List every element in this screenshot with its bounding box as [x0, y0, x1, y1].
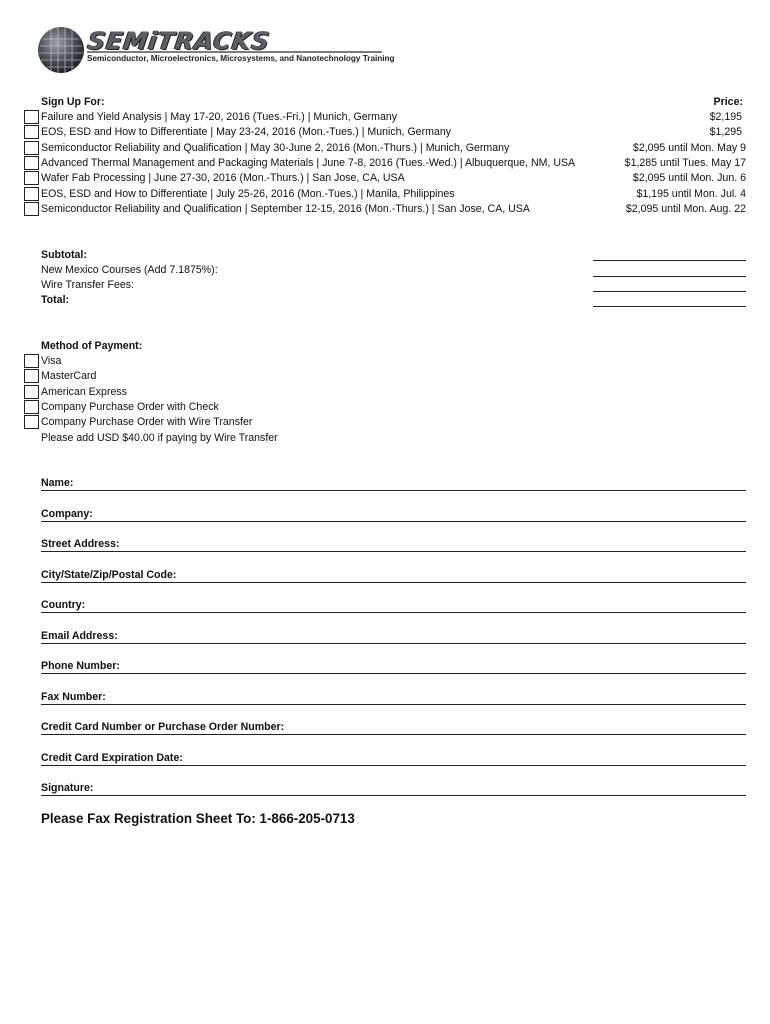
payment-option-mastercard[interactable]: [24, 369, 424, 384]
course-row[interactable]: [24, 125, 746, 140]
course-label: EOS, ESD and How to Differentiate | May 23-24, 2016 (Mon.-Tues.) | Munich, Germany: [41, 126, 452, 139]
street-address-field[interactable]: [41, 537, 746, 553]
course-price: $1,285 until Tues. May 17: [624, 156, 746, 169]
payment-checkbox[interactable]: [24, 415, 39, 429]
email-label: Email Address:: [41, 629, 118, 642]
payment-option-label: MasterCard: [41, 370, 97, 383]
course-label: EOS, ESD and How to Differentiate | July 25-26, 2016 (Mon.-Tues.) | Manila, Philippines: [41, 187, 455, 200]
course-checkbox[interactable]: [24, 171, 39, 185]
course-price: $2,195: [709, 111, 742, 123]
course-row[interactable]: [24, 187, 746, 202]
nm-tax-input-line[interactable]: [593, 276, 746, 277]
card-expiration-input-line[interactable]: [41, 765, 746, 766]
card-number-label: Credit Card Number or Purchase Order Number:: [41, 721, 285, 733]
payment-option-label: Company Purchase Order with Wire Transfer: [41, 416, 253, 429]
card-expiration-label: Credit Card Expiration Date:: [41, 751, 183, 764]
street-address-label: Street Address:: [41, 538, 120, 550]
payment-checkbox[interactable]: [24, 400, 39, 414]
country-label: Country:: [41, 599, 86, 611]
city-state-zip-field[interactable]: [41, 568, 746, 584]
payment-option-amex[interactable]: [24, 385, 424, 400]
payment-heading: Method of Payment:: [41, 340, 143, 352]
course-price: $1,295: [709, 126, 742, 139]
logo-wordmark: SEMiTRACKS: [86, 27, 272, 55]
email-field[interactable]: [41, 629, 746, 645]
country-field[interactable]: [41, 598, 746, 614]
fax-number-label: Fax Number:: [41, 690, 106, 703]
signature-label: Signature:: [41, 782, 94, 794]
course-row[interactable]: [24, 171, 746, 186]
course-checkbox[interactable]: [24, 156, 39, 170]
wire-fees-input-line[interactable]: [593, 291, 746, 292]
phone-label: Phone Number:: [41, 660, 120, 672]
card-expiration-field[interactable]: [41, 751, 746, 767]
nm-tax-label: New Mexico Courses (Add 7.1875%):: [41, 264, 218, 276]
payment-option-label: Company Purchase Order with Check: [41, 400, 219, 413]
subtotal-input-line[interactable]: [593, 260, 746, 261]
course-label: Wafer Fab Processing | June 27-30, 2016 (Mon.-Thurs.) | San Jose, CA, USA: [41, 172, 405, 185]
subtotal-label: Subtotal:: [41, 249, 87, 261]
course-label: Semiconductor Reliability and Qualification | September 12-15, 2016 (Mon.-Thurs.) | San Jose, CA, USA: [41, 202, 530, 215]
payment-option-po-check[interactable]: [24, 400, 424, 415]
fax-number-input-line[interactable]: [41, 704, 746, 705]
city-state-zip-label: City/State/Zip/Postal Code:: [41, 568, 177, 581]
name-input-line[interactable]: [41, 490, 746, 491]
email-input-line[interactable]: [41, 643, 746, 644]
payment-option-po-wire[interactable]: [24, 415, 424, 430]
course-row[interactable]: [24, 156, 746, 171]
course-price: $2,095 until Mon. Aug. 22: [625, 202, 746, 215]
payment-checkbox[interactable]: [24, 369, 39, 383]
course-checkbox[interactable]: [24, 141, 39, 155]
country-input-line[interactable]: [41, 612, 746, 613]
fax-instruction: Please Fax Registration Sheet To: 1-866-205-0713: [41, 811, 355, 826]
name-field[interactable]: [41, 476, 746, 492]
wire-transfer-note: Please add USD $40.00 if paying by Wire Transfer: [41, 431, 278, 444]
price-heading: Price:: [713, 96, 743, 108]
total-input-line[interactable]: [593, 306, 746, 307]
total-label: Total:: [41, 294, 70, 306]
logo-tagline: Semiconductor, Microelectronics, Microsystems, and Nanotechnology Training: [87, 54, 395, 63]
course-checkbox[interactable]: [24, 202, 39, 216]
course-row[interactable]: [24, 110, 746, 125]
card-number-input-line[interactable]: [41, 734, 746, 735]
phone-field[interactable]: [41, 659, 746, 675]
name-label: Name:: [41, 477, 74, 489]
signature-input-line[interactable]: [41, 795, 746, 796]
payment-option-visa[interactable]: [24, 354, 424, 369]
course-checkbox[interactable]: [24, 187, 39, 201]
company-label: Company:: [41, 507, 93, 520]
sign-up-heading: Sign Up For:: [41, 96, 105, 108]
course-checkbox[interactable]: [24, 110, 39, 124]
phone-input-line[interactable]: [41, 673, 746, 674]
payment-checkbox[interactable]: [24, 354, 39, 368]
payment-checkbox[interactable]: [24, 385, 39, 399]
course-label: Semiconductor Reliability and Qualification | May 30-June 2, 2016 (Mon.-Thurs.) | Munich, Germany: [41, 141, 510, 154]
course-label: Failure and Yield Analysis | May 17-20, 2016 (Tues.-Fri.) | Munich, Germany: [41, 111, 398, 123]
wire-fees-label: Wire Transfer Fees:: [41, 279, 135, 291]
payment-option-label: Visa: [41, 355, 62, 367]
card-number-field[interactable]: [41, 720, 746, 736]
company-input-line[interactable]: [41, 521, 746, 522]
course-price: $2,095 until Mon. May 9: [632, 141, 746, 154]
course-row[interactable]: [24, 202, 746, 217]
city-state-zip-input-line[interactable]: [41, 582, 746, 583]
course-label: Advanced Thermal Management and Packaging Materials | June 7-8, 2016 (Tues.-Wed.) | Albuquerque, NM, USA: [41, 156, 576, 169]
company-field[interactable]: [41, 507, 746, 523]
fax-number-field[interactable]: [41, 690, 746, 706]
course-checkbox[interactable]: [24, 125, 39, 139]
course-row[interactable]: [24, 141, 746, 156]
course-price: $2,095 until Mon. Jun. 6: [632, 172, 746, 185]
payment-option-label: American Express: [41, 385, 127, 398]
course-price: $1,195 until Mon. Jul. 4: [636, 187, 746, 200]
signature-field[interactable]: [41, 781, 746, 797]
street-address-input-line[interactable]: [41, 551, 746, 552]
